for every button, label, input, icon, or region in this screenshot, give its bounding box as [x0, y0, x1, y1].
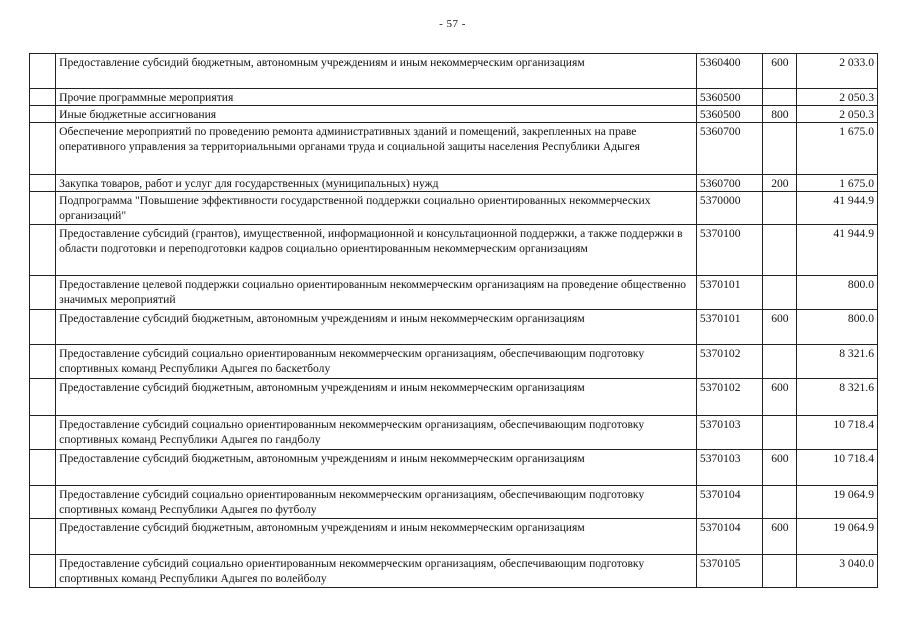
- row-marker-cell: [30, 106, 56, 123]
- table-row: [30, 192, 878, 225]
- row-type: [763, 486, 797, 519]
- row-type: [763, 89, 797, 106]
- row-marker-cell: [30, 276, 56, 310]
- row-type: 600: [763, 450, 797, 486]
- row-code: 5370102: [696, 379, 762, 416]
- row-type: 600: [763, 379, 797, 416]
- row-name: Предоставление субсидий бюджетным, автономным учреждениям и иным некоммерческим организациям: [56, 450, 697, 486]
- row-type: [763, 416, 797, 450]
- row-code: 5360700: [696, 175, 762, 192]
- table-row: [30, 89, 878, 106]
- row-marker-cell: [30, 486, 56, 519]
- table-row: [30, 175, 878, 192]
- row-marker-cell: [30, 345, 56, 379]
- row-name: Предоставление субсидий бюджетным, автономным учреждениям и иным некоммерческим организациям: [56, 310, 697, 345]
- row-code: 5370104: [696, 486, 762, 519]
- row-marker-cell: [30, 54, 56, 89]
- row-amount: 8 321.6: [797, 345, 878, 379]
- row-type: [763, 345, 797, 379]
- row-name: Предоставление субсидий бюджетным, автономным учреждениям и иным некоммерческим организациям: [56, 519, 697, 555]
- row-name: Предоставление субсидий социально ориентированным некоммерческим организациям, обеспечивающим подготовку спортивных команд Республики Адыгея по гандболу: [56, 416, 697, 450]
- row-code: 5370102: [696, 345, 762, 379]
- row-marker-cell: [30, 555, 56, 588]
- row-name: Подпрограмма "Повышение эффективности государственной поддержки социально ориентированных некоммерческих организаций": [56, 192, 697, 225]
- table-row: [30, 450, 878, 486]
- row-code: 5370100: [696, 225, 762, 276]
- row-type: [763, 555, 797, 588]
- table-row: [30, 379, 878, 416]
- row-amount: 2 050.3: [797, 89, 878, 106]
- table-row: [30, 345, 878, 379]
- row-code: 5360500: [696, 106, 762, 123]
- table-row: [30, 310, 878, 345]
- row-code: 5370000: [696, 192, 762, 225]
- row-code: 5360700: [696, 123, 762, 175]
- row-code: 5360400: [696, 54, 762, 89]
- row-type: 600: [763, 519, 797, 555]
- row-name: Предоставление субсидий социально ориентированным некоммерческим организациям, обеспечивающим подготовку спортивных команд Республики Адыгея по волейболу: [56, 555, 697, 588]
- table-row: [30, 106, 878, 123]
- row-type: [763, 276, 797, 310]
- row-name: Предоставление субсидий бюджетным, автономным учреждениям и иным некоммерческим организациям: [56, 379, 697, 416]
- row-amount: 1 675.0: [797, 175, 878, 192]
- row-marker-cell: [30, 450, 56, 486]
- table-row: [30, 123, 878, 175]
- row-code: 5370101: [696, 310, 762, 345]
- row-amount: 800.0: [797, 310, 878, 345]
- row-amount: 41 944.9: [797, 192, 878, 225]
- row-code: 5370101: [696, 276, 762, 310]
- row-name: Предоставление целевой поддержки социально ориентированным некоммерческим организациям на проведение общественно значимых мероприятий: [56, 276, 697, 310]
- row-type: [763, 225, 797, 276]
- row-marker-cell: [30, 310, 56, 345]
- row-marker-cell: [30, 225, 56, 276]
- row-type: 600: [763, 54, 797, 89]
- row-name: Иные бюджетные ассигнования: [56, 106, 697, 123]
- row-type: [763, 192, 797, 225]
- row-amount: 800.0: [797, 276, 878, 310]
- row-name: Прочие программные мероприятия: [56, 89, 697, 106]
- row-type: 800: [763, 106, 797, 123]
- budget-table: [29, 53, 878, 588]
- row-amount: 19 064.9: [797, 486, 878, 519]
- table-row: [30, 416, 878, 450]
- row-name: Предоставление субсидий (грантов), имущественной, информационной и консультационной поддержки, а также поддержки в области подготовки и переподготовки кадров социально ориентированным некоммерческим организациям: [56, 225, 697, 276]
- row-name: Предоставление субсидий социально ориентированным некоммерческим организациям, обеспечивающим подготовку спортивных команд Республики Адыгея по футболу: [56, 486, 697, 519]
- row-amount: 8 321.6: [797, 379, 878, 416]
- row-marker-cell: [30, 89, 56, 106]
- row-amount: 10 718.4: [797, 450, 878, 486]
- table-row: [30, 54, 878, 89]
- row-amount: 2 033.0: [797, 54, 878, 89]
- row-amount: 2 050.3: [797, 106, 878, 123]
- row-code: 5370105: [696, 555, 762, 588]
- row-type: 200: [763, 175, 797, 192]
- row-code: 5370103: [696, 450, 762, 486]
- table-row: [30, 225, 878, 276]
- page-number: - 57 -: [439, 18, 466, 30]
- row-amount: 3 040.0: [797, 555, 878, 588]
- table-row: [30, 555, 878, 588]
- row-marker-cell: [30, 175, 56, 192]
- row-marker-cell: [30, 379, 56, 416]
- table-row: [30, 276, 878, 310]
- row-code: 5370104: [696, 519, 762, 555]
- row-type: [763, 123, 797, 175]
- row-amount: 41 944.9: [797, 225, 878, 276]
- row-name: Предоставление субсидий бюджетным, автономным учреждениям и иным некоммерческим организациям: [56, 54, 697, 89]
- row-amount: 1 675.0: [797, 123, 878, 175]
- row-marker-cell: [30, 192, 56, 225]
- row-amount: 10 718.4: [797, 416, 878, 450]
- row-amount: 19 064.9: [797, 519, 878, 555]
- row-type: 600: [763, 310, 797, 345]
- row-name: Обеспечение мероприятий по проведению ремонта административных зданий и помещений, закрепленных на праве оперативного управления за территориальными органами труда и социальной защиты населения Республики Адыгея: [56, 123, 697, 175]
- row-marker-cell: [30, 416, 56, 450]
- row-marker-cell: [30, 519, 56, 555]
- row-code: 5360500: [696, 89, 762, 106]
- row-marker-cell: [30, 123, 56, 175]
- row-name: Предоставление субсидий социально ориентированным некоммерческим организациям, обеспечивающим подготовку спортивных команд Республики Адыгея по баскетболу: [56, 345, 697, 379]
- table-row: [30, 519, 878, 555]
- row-name: Закупка товаров, работ и услуг для государственных (муниципальных) нужд: [56, 175, 697, 192]
- table-row: [30, 486, 878, 519]
- row-code: 5370103: [696, 416, 762, 450]
